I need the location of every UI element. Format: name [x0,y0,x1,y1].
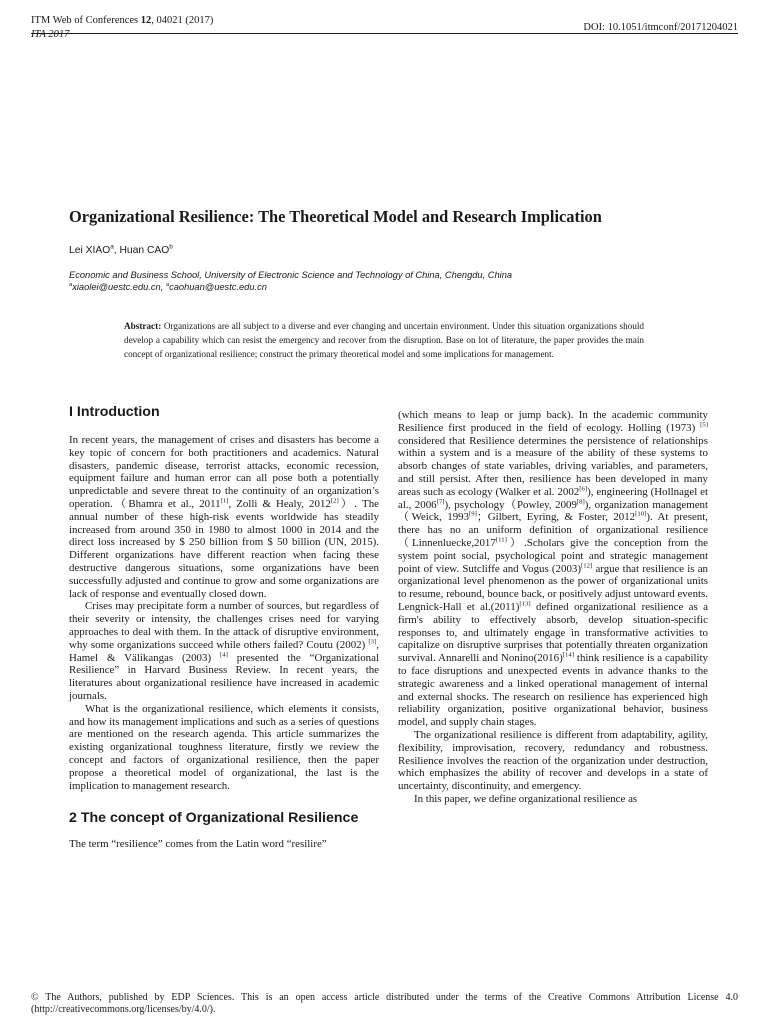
section-heading: I Introduction [69,404,160,420]
text-run: , Hamel & Välikangas (2003) [69,638,379,664]
paragraph: In this paper, we define organizational resilience as [414,792,638,805]
email-link[interactable]: caohuan@uestc.edu.cn [169,282,267,292]
text-run: think resilience is a capability to face disruptions and unexpected events in advance thanks to the strategic awareness and a linked operational management of internal and external shocks. The research on resilience has experienced high reliability organization, positive organizational behavior, business model, and supply chain stages. [398,652,708,729]
license-footer: © The Authors, published by EDP Sciences. This is an open access article distributed under the terms of the Creative Commons Attribution License 4.0 (http://creativecommons.org/licenses/by/4.0/). [31,992,738,1015]
text-run: ）.Scholars give the conception from the system point social, psychological point and strategic management point of view. Sutcliffe and Vogus (2003) [398,536,708,575]
text-run: (which means to leap or jump back). In the academic community Resilience first produced in the field of ecology. Holling (1973) [398,409,708,434]
email-superscript: a [165,281,170,288]
section-heading: 2 The concept of Organizational Resilience [69,810,359,827]
abstract-text: Organizations are all subject to a diverse and ever changing and uncertain environment. Under this situation organizations should develop a capability which can resist the emergency and recover from the disruption. Base on lot of literature, the paper provides the main concept of organizational resilience; construct the primary theoretical model and some implications for management. [124,321,644,359]
paragraph: The organizational resilience is different from adaptability, agility, flexibility, improvisation, recovery, redundancy and robustness. Resilience involves the reaction of the organization under destruction, which emphasizes the ability of recover and develops in a state of uncertainty, discontinuity, and emergency. [398,728,708,793]
citation: [10] [635,510,647,518]
text-run: ), psychology（Powley, 2009 [444,498,577,511]
text-run: ), engineering (Hollnagel et al., 2006 [398,485,708,511]
paragraph [69,434,379,600]
author-superscript: a [110,243,114,251]
citation: [13] [519,600,531,608]
text-run: ；Gilbert, Eyring, & Foster, 2012 [476,511,636,524]
affiliation [69,269,512,293]
affiliation-institution: Economic and Business School, University of Electronic Science and Technology of China, Chengdu, China [69,270,513,280]
right-column [398,409,708,806]
citation: [11] [495,536,507,544]
author-superscript: b [169,243,173,251]
citation: [4] [219,650,228,658]
author-list [69,245,173,256]
citation: [7] [436,497,445,505]
text-run: In recent years, the management of crises and disasters has become a key topic of concern for both practitioners and academics. Natural disasters, pandemic disease, terrorist attacks, economic recession, equipment failure and human error can all pose both a potentially unpredictable and severe threat to the continuity of an organization’s operation.（Bhamra et al., 2011 [69,434,379,510]
text-run: presented the “Organizational Resilience” in Harvard Business Review. In recent years, the literatures about organizational resilience have increased in academic journals. [69,651,379,702]
journal-volume: 12 [140,15,152,26]
journal-pages: , 04021 (2017) [151,15,214,26]
paragraph: What is the organizational resilience, which elements it consists, and how its management implications and such as a series of questions are mentioned on the research agenda. This article summarizes the existing organizational toughness literature, firstly we review the concept and factors of organizational resilience, then the paper propose a theoretical model of organizational, the last is the implication to management research. [69,702,379,792]
doi-label[interactable]: DOI: 10.1051/itmconf/20171204021 [583,22,738,33]
citation: [14] [562,651,574,659]
author-name: Huan CAO [119,245,170,256]
citation: [2] [330,497,339,505]
journal-name: ITM Web of Conferences [31,15,139,26]
citation: [3] [368,638,377,646]
citation: [6] [579,485,588,493]
paragraph [69,600,379,702]
text-run: ). At present, there has no an uniform definition of organizational resilience（Linnenluecke,2017 [398,511,708,549]
citation: [8] [576,497,585,505]
abstract-label: Abstract: [124,321,162,331]
paragraph: The term “resilience” comes from the Latin word “resilire” [69,838,327,851]
text-run: ）. The annual number of these high-risk events worldwide has steadily increased from around 350 in 1980 to almost 1000 in 2014 and the direct loss increased by $ 250 billion from $ 50 billion (UN, 2015). Different organizations have different reaction when facing these destructive dangerous situations, some organizations have been successfully adjusted and continue to grow and some organizations are lack of response and eventually closed down. [69,497,379,600]
conference-name: ITA 2017 [31,29,70,40]
abstract [124,319,644,361]
citation: [5] [700,421,708,429]
header-divider [31,33,738,34]
paper-title: Organizational Resilience: The Theoretical Model and Research Implication [69,207,602,226]
citation: [1] [220,497,229,505]
author-separator: , [113,245,120,256]
author-name: Lei XIAO [69,245,111,256]
author-emails [69,281,512,293]
text-run: defined organizational resilience as a firm's ability to effectively absorb, develop situation-specific responses to, and ultimately engage in transformative activities to capitalize on disruptive surprises that potentially threaten organization survival. Annarelli and Nonino(2016) [398,600,708,665]
text-run: , Zolli & Healy, 2012 [228,497,331,510]
text-run: considered that Resilience determines the persistence of relationships within a system and is a measure of the ability of these systems to absorb changes of state variables, driving variables, and parameters, and still persist. After then, resilience has been developed in many areas such as ecology (Walker et al. 2002 [398,434,708,498]
page-header-journal [31,14,213,42]
text-run: ), organization management（Weick, 1993 [398,498,709,524]
email-superscript: a [69,281,73,288]
citation: [9] [469,510,477,518]
text-run: Crises may precipitate form a number of sources, but regardless of their severity or intensity, the challenges crises need for varying approaches to deal with them. In the attack of disruptive environment, why some organizations succeed while others failed? Coutu (2002) [69,600,379,651]
email-link[interactable]: xiaolei@uestc.edu.cn, [72,282,166,292]
paragraph [398,409,708,729]
left-column [69,404,379,851]
text-run: argue that resilience is an organizational level phenomenon as the power of organizational units to resume, rebound, bounce back, or positively adjust untoward events. Lengnick-Hall et al.(2011) [398,562,709,613]
citation: [12] [580,561,593,569]
